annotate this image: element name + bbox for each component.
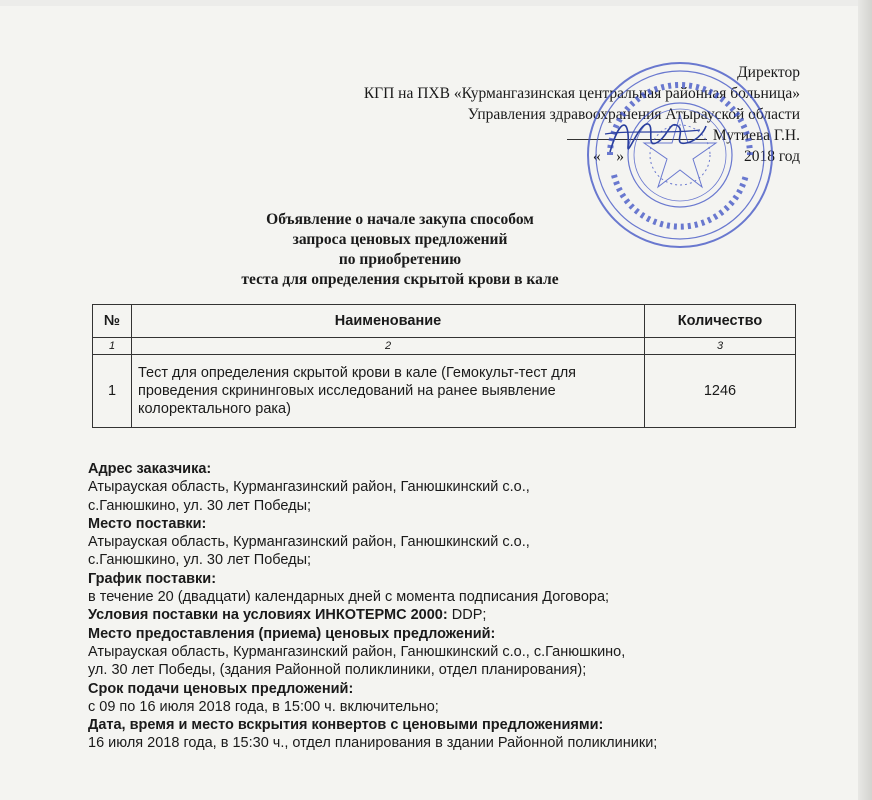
title-line-4: теста для определения скрытой крови в кале: [241, 271, 559, 288]
approval-year: 2018 год: [743, 148, 800, 165]
handwritten-signature: [600, 112, 710, 162]
opening-label: Дата, время и место вскрытия конвертов с ценовыми предложениями:: [88, 717, 604, 734]
approval-signer: Мутиева Г.Н.: [712, 127, 800, 144]
table-header-row: [93, 305, 796, 338]
items-table: [92, 304, 796, 428]
terms-value: DDP;: [447, 607, 487, 624]
title-line-2: запроса ценовых предложений: [292, 231, 508, 248]
row-quantity: 1246: [645, 355, 796, 428]
paper-edge-right: [858, 0, 872, 800]
row-number: 1: [93, 355, 132, 428]
index-cell-3: 3: [645, 338, 796, 355]
table-index-row: [93, 338, 796, 355]
header-number: №: [93, 305, 132, 338]
submit-place-line-1: Атырауская область, Курмангазинский район, Ганюшкинский с.о., с.Ганюшкино,: [88, 643, 626, 660]
date-quote-close: »: [616, 148, 624, 165]
index-cell-1: 1: [93, 338, 132, 355]
address-line-1: Атырауская область, Курмангазинский район, Ганюшкинский с.о.,: [88, 479, 530, 496]
header-name: Наименование: [132, 305, 645, 338]
terms-line: [88, 606, 818, 624]
delivery-place-label: Место поставки:: [88, 515, 207, 532]
approval-title: Директор: [737, 64, 800, 81]
row-item-name: Тест для определения скрытой крови в кале (Гемокульт-тест для проведения скрининговых исследований на ранее выявление колоректального рака): [132, 355, 645, 428]
table-row: [93, 355, 796, 428]
address-line-2: с.Ганюшкино, ул. 30 лет Победы;: [88, 497, 312, 514]
terms-label: Условия поставки на условиях ИНКОТЕРМС 2000:: [88, 607, 448, 624]
delivery-place-line-1: Атырауская область, Курмангазинский район, Ганюшкинский с.о.,: [88, 534, 530, 551]
submit-place-label: Место предоставления (приема) ценовых предложений:: [88, 625, 496, 642]
deadline-label: Срок подачи ценовых предложений:: [88, 680, 354, 697]
approval-department: Управления здравоохранения Атырауской области: [467, 106, 800, 123]
title-line-3: по приобретению: [338, 251, 462, 268]
announcement-title: [150, 210, 650, 290]
procurement-details: [88, 460, 818, 753]
index-cell-2: 2: [132, 338, 645, 355]
date-quote-open: «: [592, 148, 601, 165]
delivery-place-line-2: с.Ганюшкино, ул. 30 лет Победы;: [88, 552, 312, 569]
submit-place-line-2: ул. 30 лет Победы, (здания Районной поликлиники, отдел планирования);: [88, 662, 587, 679]
paper-edge-top: [0, 0, 872, 6]
approval-organization: КГП на ПХВ «Курмангазинская центральная районная больница»: [363, 85, 800, 102]
header-quantity: Количество: [645, 305, 796, 338]
schedule-text: в течение 20 (двадцати) календарных дней с момента подписания Договора;: [88, 589, 610, 606]
opening-text: 16 июля 2018 года, в 15:30 ч., отдел планирования в здании Районной поликлиники;: [88, 735, 658, 752]
schedule-label: График поставки:: [88, 570, 217, 587]
address-label: Адрес заказчика:: [88, 461, 212, 477]
deadline-text: с 09 по 16 июля 2018 года, в 15:00 ч. включительно;: [88, 698, 439, 715]
title-line-1: Объявление о начале закупа способом: [266, 211, 534, 228]
